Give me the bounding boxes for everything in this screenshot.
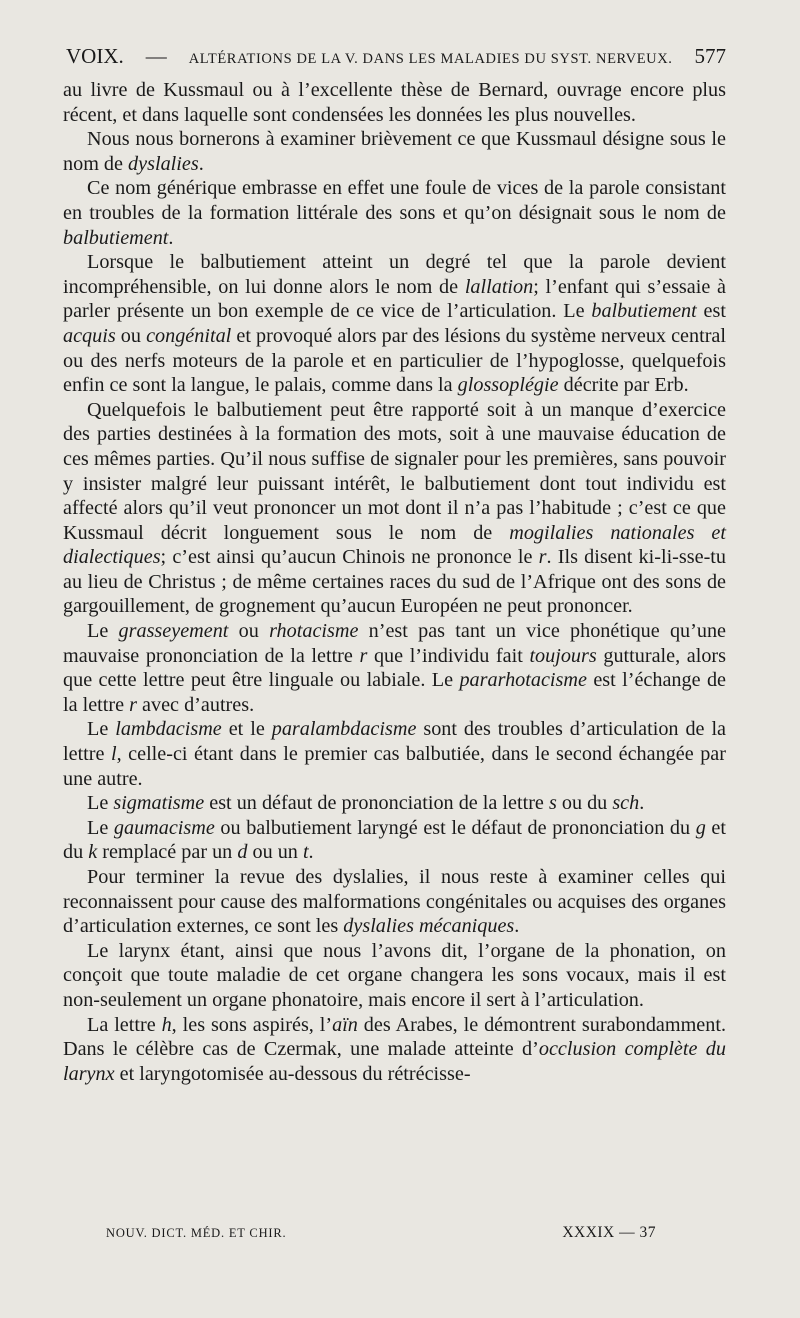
paragraph (63, 398, 726, 619)
italic-term: lambdacisme (115, 718, 222, 741)
text-run: ; l’enfant qui s’essaie à parler présente un bon exemple de ce vice de l’articulation. Le (63, 275, 726, 323)
text-run: Pour terminer la revue des dyslalies, il nous reste à examiner celles qui reconnaissent pour cause des malformations congénitales ou acquises des organes d’articulation externes, ce sont les (63, 866, 726, 938)
italic-term: aïn (332, 1013, 358, 1036)
page-number: 577 (694, 44, 726, 68)
italic-term: dyslalies mécaniques (343, 915, 515, 938)
text-run: est un défaut de prononciation de la lettre (204, 792, 549, 815)
italic-term: rhotacisme (269, 620, 359, 643)
text-run: Le (87, 620, 119, 643)
text-run: , celle-ci étant dans le premier cas balbutiée, dans le second échangée par une autre. (63, 743, 726, 790)
paragraph (63, 1013, 726, 1087)
paragraph (63, 791, 726, 816)
text-run: Le larynx étant, ainsi que nous l’avons dit, l’organe de la phonation, on conçoit que toute maladie de cet organe changera les sons vocaux, mais il est non-seulement un organe phonatoire, mais encore il sert à l’articulation. (63, 939, 726, 1011)
text-run: Quelquefois le balbutiement peut être rapporté soit à un manque d’exercice des parties destinées à la formation des mots, soit à une mauvaise éducation de ces mêmes parties. Qu’il nous suffise de signaler pour les premières, sans pouvoir y insister malgré leur puissant intérêt, le balbutiement dont tout individu est affecté alors qu’il veut prononcer un mot dont il n’a pas l’habitude ; c’est ce que Kussmaul décrit longuement sous le nom de (63, 398, 726, 544)
footer-signature: XXXIX — 37 (562, 1224, 656, 1241)
text-run: et provoqué alors par des lésions du système nerveux central ou des nerfs moteurs de la parole et en particulier de l’hypoglosse, quelquefois enfin ce sont la langue, le palais, comme dans la (63, 324, 727, 397)
italic-term: gaumacisme (113, 816, 215, 839)
body-text (63, 78, 726, 1086)
text-run: ou du (556, 792, 613, 815)
text-run: est (696, 300, 726, 323)
paragraph (63, 717, 726, 791)
text-run: . (514, 915, 520, 938)
italic-term: k (88, 841, 98, 864)
text-run: et le (221, 718, 272, 741)
italic-term: occlusion complète du larynx (63, 1038, 726, 1085)
running-header (66, 44, 726, 74)
text-run: Le (87, 792, 114, 815)
text-run: ou balbutiement laryngé est le défaut de prononciation du (214, 816, 696, 839)
text-run: Ce nom générique embrasse en effet une foule de vices de la parole consistant en troubles de la formation littérale des sons et qu’on désignait sous le nom de (63, 177, 726, 224)
text-run: . Ils disent ki-li-sse-tu au lieu de Christus ; de même certaines races du sud de l’Afrique ont des sons de gargouillement, de grognement qu’aucun Européen ne peut prononcer. (63, 546, 727, 618)
italic-term: toujours (529, 644, 597, 667)
text-run: que l’individu fait (367, 644, 530, 667)
italic-term: grasseyement (118, 620, 229, 643)
text-run: des Arabes, le démontrent surabondamment. Dans le célèbre cas de Czermak, une malade atteinte d’ (63, 1013, 727, 1061)
text-run: gutturale, alors que cette lettre peut être linguale ou labiale. Le (63, 644, 726, 692)
text-run: sont des troubles d’articulation de la lettre (63, 718, 727, 766)
text-run: . (168, 226, 174, 249)
text-run: et laryngotomisée au-dessous du rétrécisse- (114, 1062, 471, 1085)
italic-term: balbutiement (591, 300, 697, 323)
text-run: Le (87, 816, 114, 839)
italic-term: l (110, 743, 117, 766)
italic-term: pararhotacisme (459, 669, 587, 692)
italic-term: lallation (464, 275, 534, 298)
italic-term: balbutiement (63, 226, 169, 249)
text-run: avec d’autres. (137, 693, 255, 716)
italic-term: r (359, 644, 368, 667)
italic-term: glossoplégie (457, 374, 559, 397)
text-run: Nous nous bornerons à examiner brièvement ce que Kussmaul désigne sous le nom de (63, 128, 726, 175)
italic-term: t (302, 841, 309, 864)
italic-term: d (237, 841, 248, 864)
italic-term: paralambdacisme (271, 718, 417, 741)
page-footer (106, 1224, 656, 1246)
paragraph (63, 250, 726, 398)
footer-publication: NOUV. DICT. MÉD. ET CHIR. (106, 1226, 287, 1240)
text-run: La lettre (87, 1013, 162, 1036)
italic-term: r (538, 546, 547, 569)
text-run: ; c’est ainsi qu’aucun Chinois ne prononce le (160, 546, 539, 569)
italic-term: sch (612, 792, 640, 815)
text-run: . (198, 152, 204, 175)
italic-term: r (129, 693, 137, 716)
header-section-title: VOIX. (66, 44, 124, 68)
text-run: Le (87, 718, 116, 741)
text-run: . (308, 841, 314, 864)
paragraph (63, 127, 726, 176)
paragraph (63, 78, 726, 127)
header-dash: — (145, 44, 167, 68)
header-chapter-title: ALTÉRATIONS DE LA V. DANS LES MALADIES DU SYST. NERVEUX. (188, 51, 673, 67)
italic-term: dyslalies (128, 152, 199, 175)
italic-term: mogilalies nationales et dialectiques (63, 521, 726, 569)
italic-term: h (161, 1013, 172, 1036)
paragraph (63, 865, 726, 939)
text-run: ou (115, 324, 147, 347)
text-run: . (639, 792, 645, 815)
text-run: , les sons aspirés, l’ (171, 1013, 333, 1036)
text-run: remplacé par un (97, 841, 238, 864)
paragraph (63, 939, 726, 1013)
italic-term: sigmatisme (113, 792, 205, 815)
text-run: ou (228, 620, 270, 643)
text-run: est l’échange de la lettre (63, 669, 726, 716)
text-run: ou un (247, 841, 303, 864)
italic-term: acquis (63, 324, 116, 347)
italic-term: s (548, 792, 557, 815)
text-run: décrite par Erb. (558, 374, 689, 397)
text-run: n’est pas tant un vice phonétique qu’une mauvaise prononciation de la lettre (63, 620, 726, 667)
italic-term: congénital (146, 324, 232, 347)
paragraph (63, 816, 726, 865)
paragraph (63, 619, 726, 717)
text-run: Lorsque le balbutiement atteint un degré tel que la parole devient incompréhensible, on lui donne alors le nom de (63, 251, 726, 298)
text-run: au livre de Kussmaul ou à l’excellente thèse de Bernard, ouvrage encore plus récent, et dans laquelle sont condensées les données les plus nouvelles. (63, 79, 726, 126)
text-run: et du (63, 816, 726, 864)
paragraph (63, 176, 726, 250)
italic-term: g (695, 816, 706, 839)
